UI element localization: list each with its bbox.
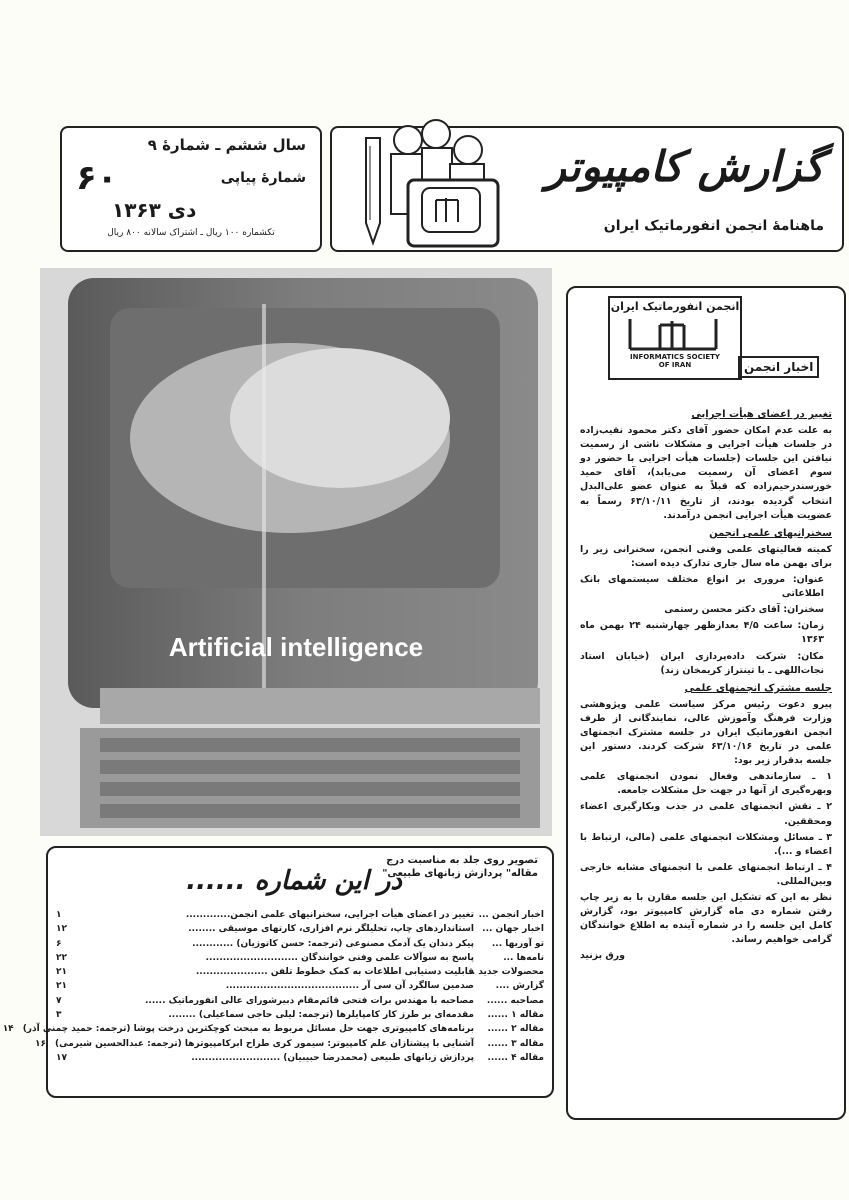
contents-section: مقاله ۱ ...... — [487, 1010, 544, 1021]
contents-title: استانداردهای چاپ، تحلیلگر نرم افزاری، کارتهای موسیقی ........ — [188, 924, 474, 935]
contents-box — [2, 846, 554, 1098]
contents-row — [56, 908, 544, 922]
agenda-item-4: ۴ ـ ارتباط انجمنهای علمی با انجمنهای مشابه خارجی وبین‌المللی. — [580, 861, 832, 887]
contents-section: مقاله ۳ ...... — [487, 1038, 544, 1049]
contents-row — [56, 1008, 544, 1022]
contents-section: اخبار جهان ... — [482, 924, 544, 935]
contents-section: گزارش .... — [495, 981, 544, 992]
contents-page: ۱۶ — [35, 1038, 47, 1049]
news-heading-3: جلسه مشترک انجمنهای علمی — [684, 682, 832, 694]
contents-title: برنامه‌های کامپیوتری جهت حل مسائل مربوط به مبحث کوچکترین درخت پوشا (ترجمه: حمید چمنی آذر) — [22, 1024, 474, 1035]
masthead — [330, 126, 844, 252]
contents-list — [2, 908, 544, 1065]
masthead-illustration — [336, 128, 536, 250]
contents-row — [56, 951, 544, 965]
contents-section: مقاله ۲ ...... — [487, 1024, 544, 1035]
news-heading-2: سخنرانیهای علمی انجمن — [709, 527, 832, 539]
contents-page: ۱۲ — [56, 924, 67, 935]
society-name-en — [610, 353, 740, 369]
contents-title: صدمین سالگرد آن سی آر ....................................... — [225, 981, 474, 992]
contents-page: ۷ — [56, 995, 62, 1006]
contents-page: ۱ — [56, 910, 62, 920]
contents-row — [35, 1037, 544, 1051]
society-name: انجمن انفورماتیک ایران — [610, 300, 740, 313]
issue-number-label: شمارهٔ پیاپی — [220, 170, 306, 186]
cover-note-line-2: مقاله" پردازش زبانهای طبیعی" — [382, 868, 538, 879]
contents-section: تو آوریها ... — [491, 938, 544, 949]
contents-title: پاسخ به سوآلات علمی وفنی خوانندگان ........................... — [205, 952, 474, 963]
price-line: تکشماره ۱۰۰ ریال ـ اشتراک سالانه ۸۰۰ ریال — [107, 228, 275, 238]
contents-row — [56, 965, 544, 979]
issue-volume: سال ششم ـ شمارهٔ ۹ — [147, 136, 306, 154]
contents-title: پردازش زبانهای طبیعی (محمدرضا حبیبیان) .......................... — [191, 1052, 474, 1063]
society-name-en-line-2: OF IRAN — [658, 361, 692, 369]
news-paragraph-1: به علت عدم امکان حضور آقای دکتر محمود نقیب‌زاده در جلسات هیأت اجرایی و مشکلات ناشی از رسمیت نیافتن این جلسات (جلسات هیأت اجرایی با حضور دو سوم اعضای آن رسمیت می‌یابد)، آقای حمید خورسندرحیم‌زاده که قبلاً به عنوان عضو علی‌البدل انتخاب گردیده بودند، از تاریخ ۶۳/۱۰/۱۱ رسماً به عضویت هیأت اجرایی انجمن درآمدند. — [580, 425, 832, 521]
contents-row — [56, 937, 544, 951]
contents-title: آشنایی با پیشتازان علم کامپیوتر: سیمور کری طراح ابرکامپیوترها (ترجمه: عبدالحسین شیرمی) — [55, 1038, 474, 1049]
contents-row — [56, 979, 544, 993]
lecture-place: مکان: شرکت داده‌پردازی ایران (خیابان استاد نجات‌اللهی ـ با تینتراز کریمخان زند) — [580, 650, 824, 676]
contents-section: نامه‌ها ... — [503, 952, 544, 963]
cover-photo — [40, 268, 552, 836]
contents-title: مصاحبه با مهندس برات فتحی قائم‌مقام دبیرشورای عالی انفورماتیک ...... — [145, 995, 474, 1006]
contents-page: ۱۷ — [56, 1052, 67, 1063]
society-emblem-icon — [610, 313, 736, 353]
lecture-time: زمان: ساعت ۴/۵ بعدازظهر چهارشنبه ۲۴ بهمن ماه ۱۳۶۳ — [580, 620, 825, 646]
news-heading-1: تغییر در اعضای هیأت اجرایی — [691, 409, 832, 420]
contents-page: ۱۴ — [2, 1024, 14, 1035]
cover-note-line-1: تصویر روی جلد به مناسبت درج — [386, 855, 538, 866]
society-news-column — [566, 286, 846, 1120]
contents-page: ۶ — [56, 938, 62, 949]
contents-page: ۲۱ — [56, 981, 67, 992]
contents-row — [56, 1051, 544, 1065]
contents-heading: در این شماره ...... — [186, 866, 402, 896]
magazine-title: گزارش کامپیوتر — [545, 142, 824, 191]
society-logo — [608, 296, 742, 380]
contents-section: اخبار انجمن ... — [478, 910, 544, 920]
society-name-en-line-1: INFORMATICS SOCIETY — [630, 353, 720, 361]
contents-section: مصاحبه ...... — [486, 995, 544, 1006]
issue-info-box — [60, 126, 322, 252]
issue-date: دی ۱۳۶۳ — [112, 198, 197, 222]
contents-title: تغییر در اعضای هیأت اجرایی، سخنرانیهای علمی انجمن............. — [185, 910, 474, 920]
agenda-item-2: ۲ ـ نقش انجمنهای علمی در جذب وبکارگیری اعضاء ومحققین. — [580, 801, 832, 827]
contents-title: مقدمه‌ای بر طرز کار کامپایلرها (ترجمه: لیلی حاجی سماعیلی) ........ — [168, 1010, 474, 1021]
contents-row — [56, 994, 544, 1008]
contents-page: ۲۲ — [56, 952, 67, 963]
news-tag: اخبار انجمن — [738, 356, 819, 378]
magazine-subtitle: ماهنامهٔ انجمن انفورماتیک ایران — [603, 218, 824, 234]
agenda-item-3: ۳ ـ مسائل ومشکلات انجمنهای علمی (مالی، ارتباط با اعضاء و ...). — [580, 831, 832, 857]
lecture-speaker: سخنران: آقای دکتر محسن رستمی — [664, 604, 824, 616]
contents-page: ۳ — [56, 1010, 62, 1021]
contents-title: پیکر دندان یک آدمک مصنوعی (ترجمه: حسن کاتوزیان) ............ — [192, 938, 474, 949]
contents-section: مقاله ۴ ...... — [487, 1052, 544, 1063]
turn-page-note: ورق بزنید — [580, 950, 625, 962]
news-body — [580, 404, 832, 965]
cover-note — [382, 854, 538, 880]
news-paragraph-2: کمیته فعالیتهای علمی وفنی انجمن، سخنرانی زیر را برای بهمن ماه سال جاری تدارک دیده است: — [580, 543, 832, 569]
news-paragraph-4: نظر به این که تشکیل این جلسه مقارن با به زیر چاپ رفتن شماره دی ماه گزارش کامپیوتر بود، گزارش کامل این جلسه را در شماره آینده به اطلاع خوانندگان گرامی خواهیم رساند. — [580, 892, 832, 946]
cover-caption: Artificial intelligence — [168, 632, 424, 662]
contents-title: قابلیت دستیابی اطلاعات به کمک خطوط تلفن ..................... — [195, 967, 474, 978]
computer-brain-image — [40, 268, 552, 836]
agenda-item-1: ۱ ـ سازماندهی وفعال نمودن انجمنهای علمی وبهره‌گیری از آنها در جهت حل مشکلات جامعه. — [580, 771, 832, 797]
contents-section: محصولات جدید .. — [468, 967, 544, 978]
contents-row — [2, 1022, 544, 1036]
contents-row — [56, 922, 544, 936]
issue-number: ۶۰ — [76, 158, 118, 198]
news-paragraph-3: پیرو دعوت رئیس مرکز سیاست علمی وپژوهشی وزارت فرهنگ وآموزش عالی، نمایندگانی از طرف انجمن انفورماتیک ایران در جلسه مشترک انجمنهای علمی در تاریخ ۶۳/۱۰/۱۶ شرکت کردند. دستور این جلسه بدقرار زیر بود: — [580, 698, 832, 767]
contents-page: ۲۱ — [56, 967, 67, 978]
lecture-title: عنوان: مروری بر انواع مختلف سیستمهای بانک اطلاعاتی — [580, 574, 824, 600]
